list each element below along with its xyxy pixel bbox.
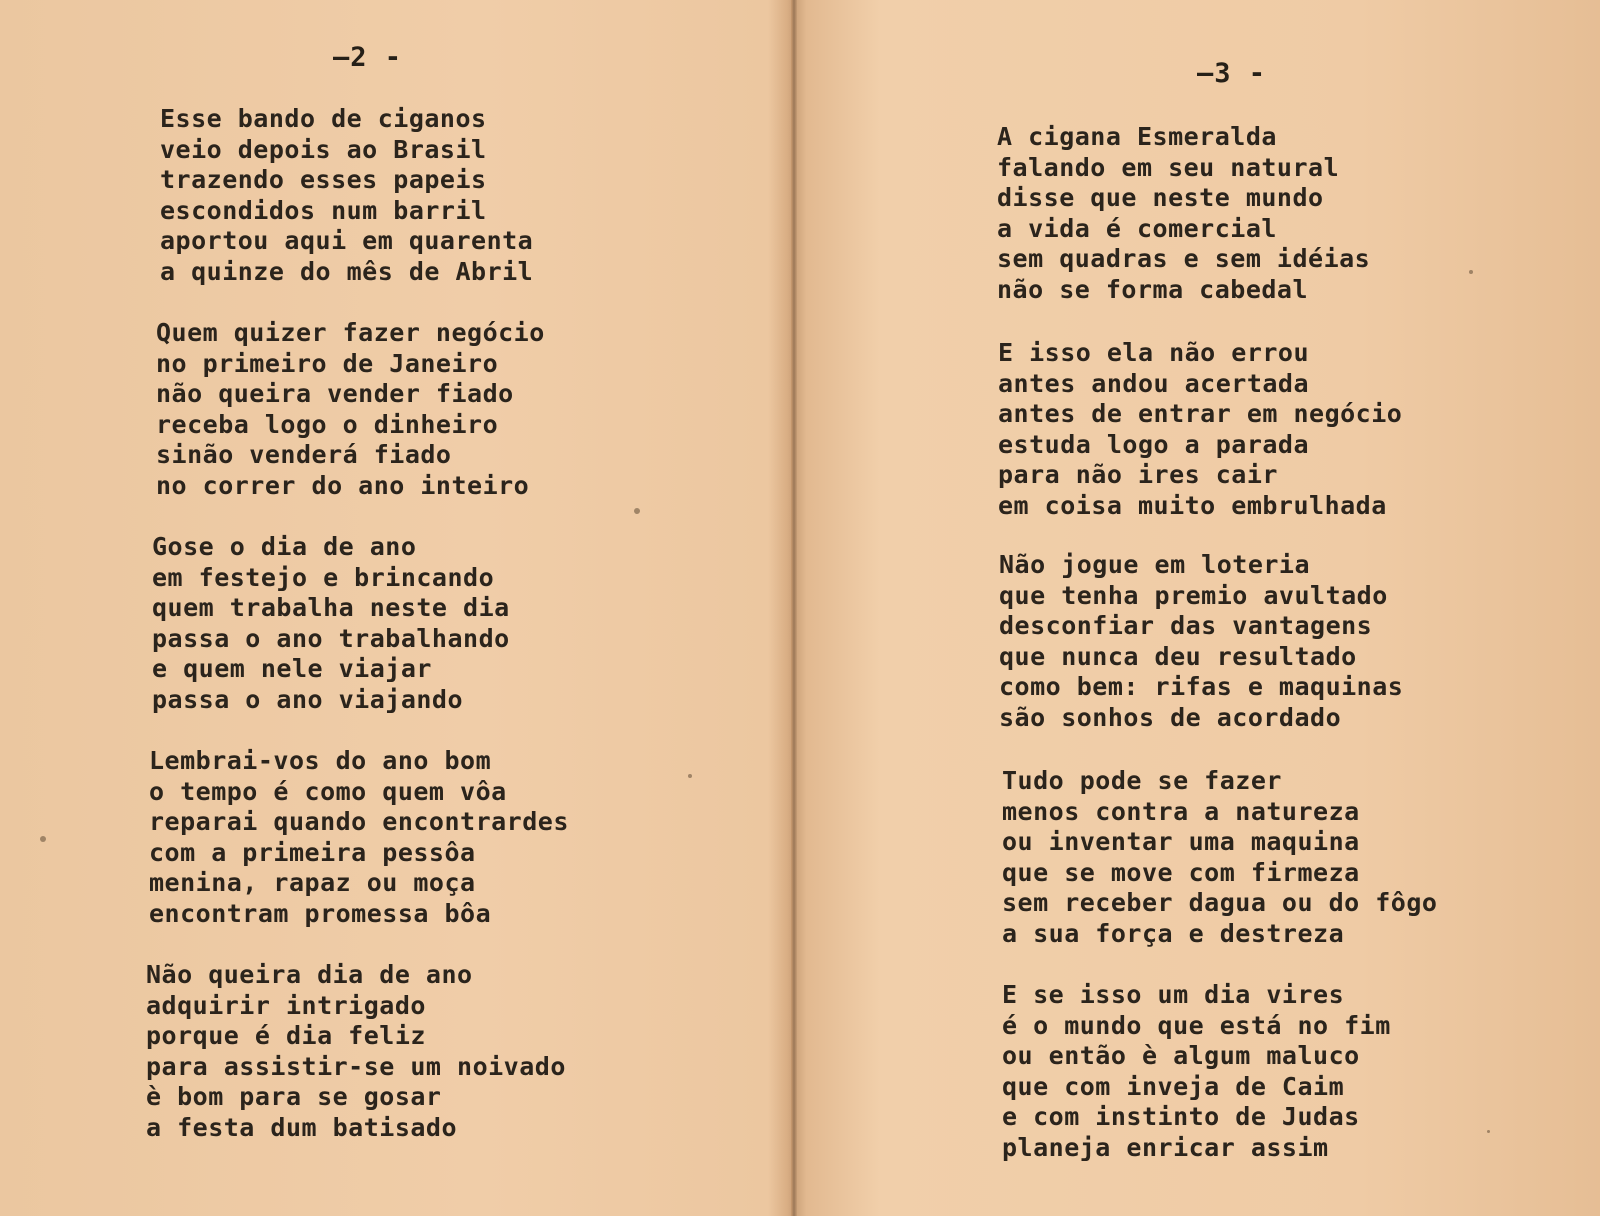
verse-line: para não ires cair — [998, 460, 1278, 489]
verse-line: quem trabalha neste dia — [152, 593, 510, 622]
verse-line: Gose o dia de ano — [152, 532, 417, 561]
verse-line: a vida é comercial — [997, 213, 1277, 243]
paper-speck — [634, 508, 640, 514]
verse-line: que se move com firmeza — [1002, 857, 1360, 887]
paper-speck — [40, 836, 46, 842]
verse-line: e quem nele viajar — [152, 654, 432, 683]
verse-line: como bem: rifas e maquinas — [999, 672, 1404, 701]
verse-line: desconfiar das vantagens — [999, 611, 1373, 640]
verse-line: sem quadras e sem idéias — [997, 244, 1371, 273]
verse-line: Não queira dia de ano — [146, 960, 473, 989]
verse-line: é o mundo que está no fim — [1002, 1010, 1391, 1040]
verse-line: menos contra a natureza — [1002, 796, 1360, 826]
verse-line: trazendo esses papeis — [160, 165, 487, 194]
verse-line: E se isso um dia vires — [1002, 980, 1345, 1009]
verse-line: escondidos num barril — [160, 195, 487, 225]
verse-line: com a primeira pessôa — [149, 837, 476, 867]
left-page — [0, 0, 795, 1216]
stanza — [1002, 766, 1437, 949]
paper-speck — [1487, 1130, 1490, 1133]
verse-line: passa o ano viajando — [152, 684, 464, 714]
verse-line: a sua força e destreza — [1002, 918, 1345, 948]
verse-line: Não jogue em loteria — [999, 550, 1311, 579]
verse-line: Tudo pode se fazer — [1002, 766, 1282, 795]
verse-line: E isso ela não errou — [998, 338, 1310, 367]
stanza — [160, 104, 533, 287]
stanza — [997, 122, 1370, 305]
verse-line: antes andou acertada — [998, 368, 1310, 398]
verse-line: è bom para se gosar — [146, 1082, 442, 1111]
verse-line: passa o ano trabalhando — [152, 623, 510, 653]
stanza — [146, 960, 566, 1143]
verse-line: a festa dum batisado — [146, 1112, 458, 1142]
verse-line: sem receber dagua ou do fôgo — [1002, 888, 1438, 917]
verse-line: que nunca deu resultado — [999, 641, 1357, 671]
verse-line: reparai quando encontrardes — [149, 807, 569, 836]
right-page — [797, 0, 1592, 1216]
verse-line: em festejo e brincando — [152, 562, 495, 592]
verse-line: o tempo é como quem vôa — [149, 776, 507, 806]
verse-line: Esse bando de ciganos — [160, 104, 487, 133]
verse-line: antes de entrar em negócio — [998, 399, 1403, 428]
verse-line: que tenha premio avultado — [999, 580, 1388, 610]
stanza — [149, 746, 569, 929]
verse-line: Quem quizer fazer negócio — [156, 318, 545, 347]
verse-line: não se forma cabedal — [997, 274, 1309, 304]
verse-line: que com inveja de Caim — [1002, 1071, 1345, 1101]
stanza — [998, 338, 1402, 521]
verse-line: planeja enricar assim — [1002, 1132, 1329, 1162]
page-number: —2 - — [333, 42, 403, 73]
verse-line: ou inventar uma maquina — [1002, 827, 1360, 856]
stanza — [156, 318, 545, 501]
paper-speck — [688, 774, 692, 778]
stanza — [999, 550, 1403, 733]
verse-line: e com instinto de Judas — [1002, 1102, 1360, 1131]
verse-line: Lembrai-vos do ano bom — [149, 746, 492, 775]
verse-line: ou então è algum maluco — [1002, 1041, 1360, 1070]
verse-line: aportou aqui em quarenta — [160, 226, 534, 255]
verse-line: são sonhos de acordado — [999, 702, 1342, 732]
verse-line: disse que neste mundo — [997, 183, 1324, 212]
verse-line: a quinze do mês de Abril — [160, 256, 534, 286]
paper-speck — [1469, 270, 1473, 274]
verse-line: porque é dia feliz — [146, 1021, 426, 1050]
verse-line: adquirir intrigado — [146, 990, 426, 1020]
verse-line: estuda logo a parada — [998, 429, 1310, 459]
verse-line: em coisa muito embrulhada — [998, 490, 1387, 520]
verse-line: no correr do ano inteiro — [156, 470, 530, 500]
verse-line: no primeiro de Janeiro — [156, 348, 499, 378]
verse-line: falando em seu natural — [997, 152, 1340, 182]
page-number: —3 - — [1197, 58, 1267, 89]
stanza — [1002, 980, 1391, 1163]
verse-line: receba logo o dinheiro — [156, 409, 499, 439]
verse-line: encontram promessa bôa — [149, 898, 492, 928]
verse-line: veio depois ao Brasil — [160, 134, 487, 164]
stanza — [152, 532, 510, 715]
verse-line: não queira vender fiado — [156, 379, 514, 408]
verse-line: para assistir-se um noivado — [146, 1051, 566, 1081]
verse-line: sinão venderá fiado — [156, 440, 452, 469]
verse-line: A cigana Esmeralda — [997, 122, 1277, 151]
verse-line: menina, rapaz ou moça — [149, 868, 476, 897]
